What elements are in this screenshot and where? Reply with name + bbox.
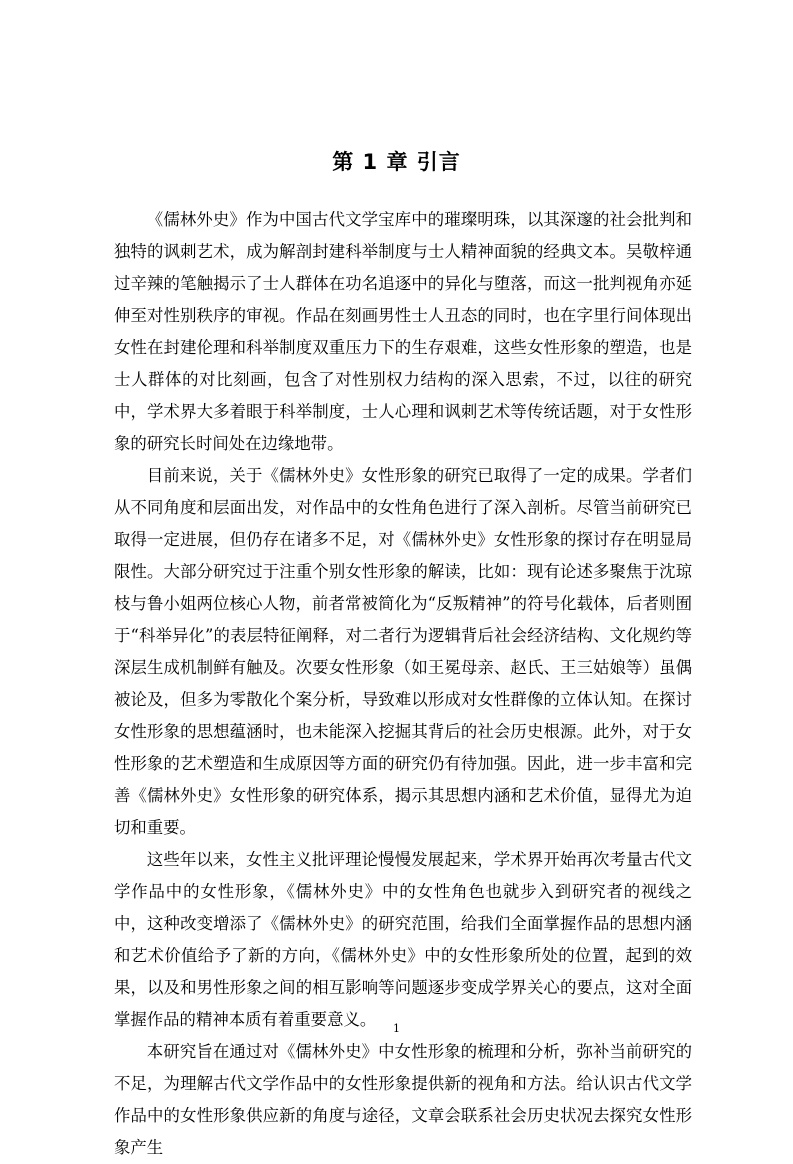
paragraph-4: 本研究旨在通过对《儒林外史》中女性形象的梳理和分析，弥补当前研究的不足，为理解古代文学作品中的女性形象提供新的视角和方法。给认识古代文学作品中的女性形象供应新的角度与途径，文章会联系社会历史状况去探究女性形象产生 (114, 1042, 692, 1157)
chapter-title: 第 1 章 引言 (332, 150, 461, 174)
page-number: 1 (393, 1022, 400, 1035)
body-text (114, 204, 692, 1164)
paragraph-2: 目前来说，关于《儒林外史》女性形象的研究已取得了一定的成果。学者们从不同角度和层面出发，对作品中的女性角色进行了深入剖析。尽管当前研究已取得一定进展，但仍存在诸多不足，对《儒林外史》女性形象的探讨存在明显局限性。大部分研究过于注重个别女性形象的解读，比如：现有论述多聚焦于沈琼枝与鲁小姐两位核心人物，前者常被简化为“反叛精神”的符号化载体，后者则囿于“科举异化”的表层特征阐释，对二者行为逻辑背后社会经济结构、文化规约等深层生成机制鲜有触及。次要女性形象（如王冕母亲、赵氏、王三姑娘等）虽偶被论及，但多为零散化个案分析，导致难以形成对女性群像的立体认知。在探讨女性形象的思想蕴涵时，也未能深入挖掘其背后的社会历史根源。此外，对于女性形象的艺术塑造和生成原因等方面的研究仍有待加强。因此，进一步丰富和完善《儒林外史》女性形象的研究体系，揭示其思想内涵和艺术价值，显得尤为迫切和重要。 (114, 466, 692, 837)
paragraph-3: 这些年以来，女性主义批评理论慢慢发展起来，学术界开始再次考量古代文学作品中的女性形象，《儒林外史》中的女性角色也就步入到研究者的视线之中，这种改变增添了《儒林外史》的研究范围，给我们全面掌握作品的思想内涵和艺术价值给予了新的方向，《儒林外史》中的女性形象所处的位置，起到的效果，以及和男性形象之间的相互影响等问题逐步变成学界关心的要点，这对全面掌握作品的精神本质有着重要意义。 (114, 850, 692, 1029)
paragraph-1: 《儒林外史》作为中国古代文学宝库中的璀璨明珠，以其深邃的社会批判和独特的讽刺艺术，成为解剖封建科举制度与士人精神面貌的经典文本。吴敬梓通过辛辣的笔触揭示了士人群体在功名追逐中的异化与堕落，而这一批判视角亦延伸至对性别秩序的审视。作品在刻画男性士人丑态的同时，也在字里行间体现出女性在封建伦理和科举制度双重压力下的生存艰难，这些女性形象的塑造，也是士人群体的对比刻画，包含了对性别权力结构的深入思索，不过，以往的研究中，学术界大多着眼于科举制度，士人心理和讽刺艺术等传统话题，对于女性形象的研究长时间处在边缘地带。 (114, 210, 692, 453)
